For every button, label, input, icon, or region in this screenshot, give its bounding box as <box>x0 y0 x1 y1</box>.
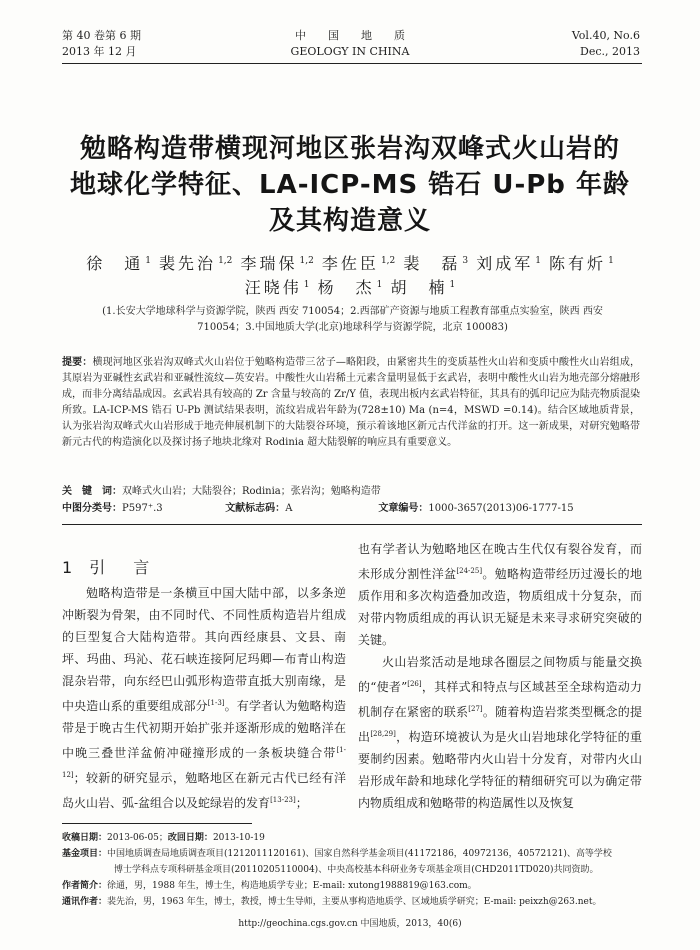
paper-title-line-1: 勉略构造带横现河地区张岩沟双峰式火山岩的 <box>79 134 620 164</box>
author: 李佐臣 $^{1,2}$ <box>321 254 396 274</box>
journal-date: 2013 年 12 月 <box>62 45 137 58</box>
author: 胡 楠 $^1$ <box>390 278 456 298</box>
section-title: 引 言 <box>89 558 156 577</box>
journal-volume-en: Vol.40, No.6 <box>571 29 640 42</box>
page-footer: http://geochina.cgs.gov.cn 中国地质，2013，40(6) <box>238 919 462 929</box>
clc-number: 中图分类号：P597⁺.3 <box>62 503 163 514</box>
author: 裴 磊 $^3$ <box>403 254 469 274</box>
journal-name-en: GEOLOGY IN CHINA <box>290 45 410 58</box>
journal-date-en: Dec., 2013 <box>580 45 640 58</box>
affiliation-line-1: (1.长安大学地球科学与资源学院，陕西 西安 710054；2.西部矿产资源与地质工程教育部重点实验室，陕西 西安 <box>102 306 603 317</box>
author: 杨 杰 $^1$ <box>317 278 383 298</box>
abstract-text: 横现河地区张岩沟双峰式火山岩位于勉略构造带三岔子—略阳段，由紧密共生的变质基性火山岩和变质中酸性火山岩组成，其原岩为亚碱性玄武岩和亚碱性流纹—英安岩。中酸性火山岩稀土元素含量明显低于玄武岩，表明中酸性火山岩为地壳部分熔融形成，而非分离结晶成因。玄武岩具有较高的 Zr 含量与较高的 Zr/Y 值，表现出板内玄武岩特征，其具有的弧印记应为陆壳物质混染所致。LA-ICP-MS 锆石 U-Pb 测试结果表明，流纹岩成岩年龄为(728±10) Ma (n=4，MSWD =0.14)。结合区域地质背景，认为张岩沟双峰式火山岩形成于地壳伸展机制下的大陆裂谷环境，预示着该地区新元古代洋盆的打开。这一新成果，对研究勉略带新元古代的构造演化以及探讨扬子地块北缘对 Rodinia 超大陆裂解的响应具有重要意义。 <box>62 357 641 448</box>
paper-title-line-3: 及其构造意义 <box>268 206 431 236</box>
funding-cont: 博士学科点专项科研基金项目(20110205110004)、中央高校基本科研业务专项基金项目(CHD2011TD020)共同资助。 <box>114 865 599 875</box>
document-code: 文献标志码：A <box>225 503 293 514</box>
received-dates: 收稿日期：2013-06-05；改回日期：2013-10-19 <box>62 833 265 843</box>
author: 刘成军 $^1$ <box>476 254 541 274</box>
footnote-rule <box>62 823 252 824</box>
right-column <box>358 538 642 814</box>
paper-title-line-2: 地球化学特征、LA-ICP-MS 锆石 U-Pb 年龄 <box>70 170 630 200</box>
funding: 基金项目：中国地质调查局地质调查项目(1212011120161)、国家自然科学基金项目(41172186，40972136，40572121)、高等学校 <box>62 849 612 859</box>
section-heading <box>62 555 155 578</box>
keywords-text: 双峰式火山岩；大陆裂谷；Rodinia；张岩沟；勉略构造带 <box>122 486 381 497</box>
paragraph: 也有学者认为勉略地区在晚古生代仅有裂谷发育，而未形成分割性洋盆[24-25]。勉略构造带经历过漫长的地质作用和多次构造叠加改造，物质组成十分复杂，而对带内物质组成的再认识无疑是未来寻求研究突破的关键。 <box>358 542 642 647</box>
keywords <box>62 484 640 500</box>
classification-line <box>62 501 640 517</box>
affiliation-line-2: 710054；3.中国地质大学(北京)地球科学与资源学院，北京 100083) <box>197 322 508 333</box>
authors-line-1 <box>0 250 700 275</box>
corresponding-author: 通讯作者：裴先治，男，1963 年生，博士，教授，博士生导师，主要从事构造地质学、区域地质学研究；E-mail: peixzh@263.net。 <box>62 897 602 907</box>
authors-line-2 <box>0 274 700 299</box>
article-number: 文章编号：1000-3657(2013)06-1777-15 <box>378 503 574 514</box>
abstract <box>62 355 640 451</box>
section-number: 1 <box>62 558 79 577</box>
author: 汪晓伟 $^1$ <box>244 278 310 298</box>
keywords-label: 关 键 词： <box>62 486 122 497</box>
abstract-rule <box>62 524 642 525</box>
abstract-label: 提要： <box>62 357 93 368</box>
journal-name-cn: 中 国 地 质 <box>295 29 405 42</box>
journal-volume: 第 40 卷第 6 期 <box>62 29 141 42</box>
footnotes <box>62 830 642 910</box>
paragraph: 火山岩浆活动是地球各圈层之间物质与能量交换的“使者”[26]，其样式和特点与区域甚至全球构造动力机制存在紧密的联系[27]。随着构造岩浆类型概念的提出[28,29]，构造环境被认为是火山岩地球化学特征的重要制约因素。勉略带内火山岩十分发育，对带内火山岩形成年龄和地球化学特征的精细研究可以为确定带内物质组成和勉略带的构造属性以及恢复 <box>358 655 642 810</box>
author: 裴先治 $^{1,2}$ <box>159 254 233 274</box>
author: 李瑞保 $^{1,2}$ <box>240 254 314 274</box>
header-rule <box>62 63 642 64</box>
left-column <box>62 582 346 814</box>
paragraph: 勉略构造带是一条横亘中国大陆中部，以多条逆冲断裂为骨架，由不同时代、不同性质构造岩片组成的巨型复合大陆构造带。其向西经康县、文县、南坪、玛曲、玛沁、花石峡连接阿尼玛卿—布青山构造混杂岩带，向东经巴山弧形构造带直抵大别南缘，是中央造山系的重要组成部分[1-3]。有学者认为勉略构造带是于晚古生代初期开始扩张并逐渐形成的勉略洋在中晚三叠世洋盆俯冲碰撞形成的一条板块缝合带[1-12]；较新的研究显示，勉略地区在新元古代已经有洋岛火山岩、弧-盆组合以及蛇绿岩的发育[13-23]； <box>62 586 346 810</box>
author-bio: 作者简介：徐通，男，1988 年生，博士生，构造地质学专业；E-mail: xutong1988819@163.com。 <box>62 881 477 891</box>
author: 陈有炘 $^1$ <box>549 254 614 274</box>
author: 徐 通 $^1$ <box>86 254 151 274</box>
